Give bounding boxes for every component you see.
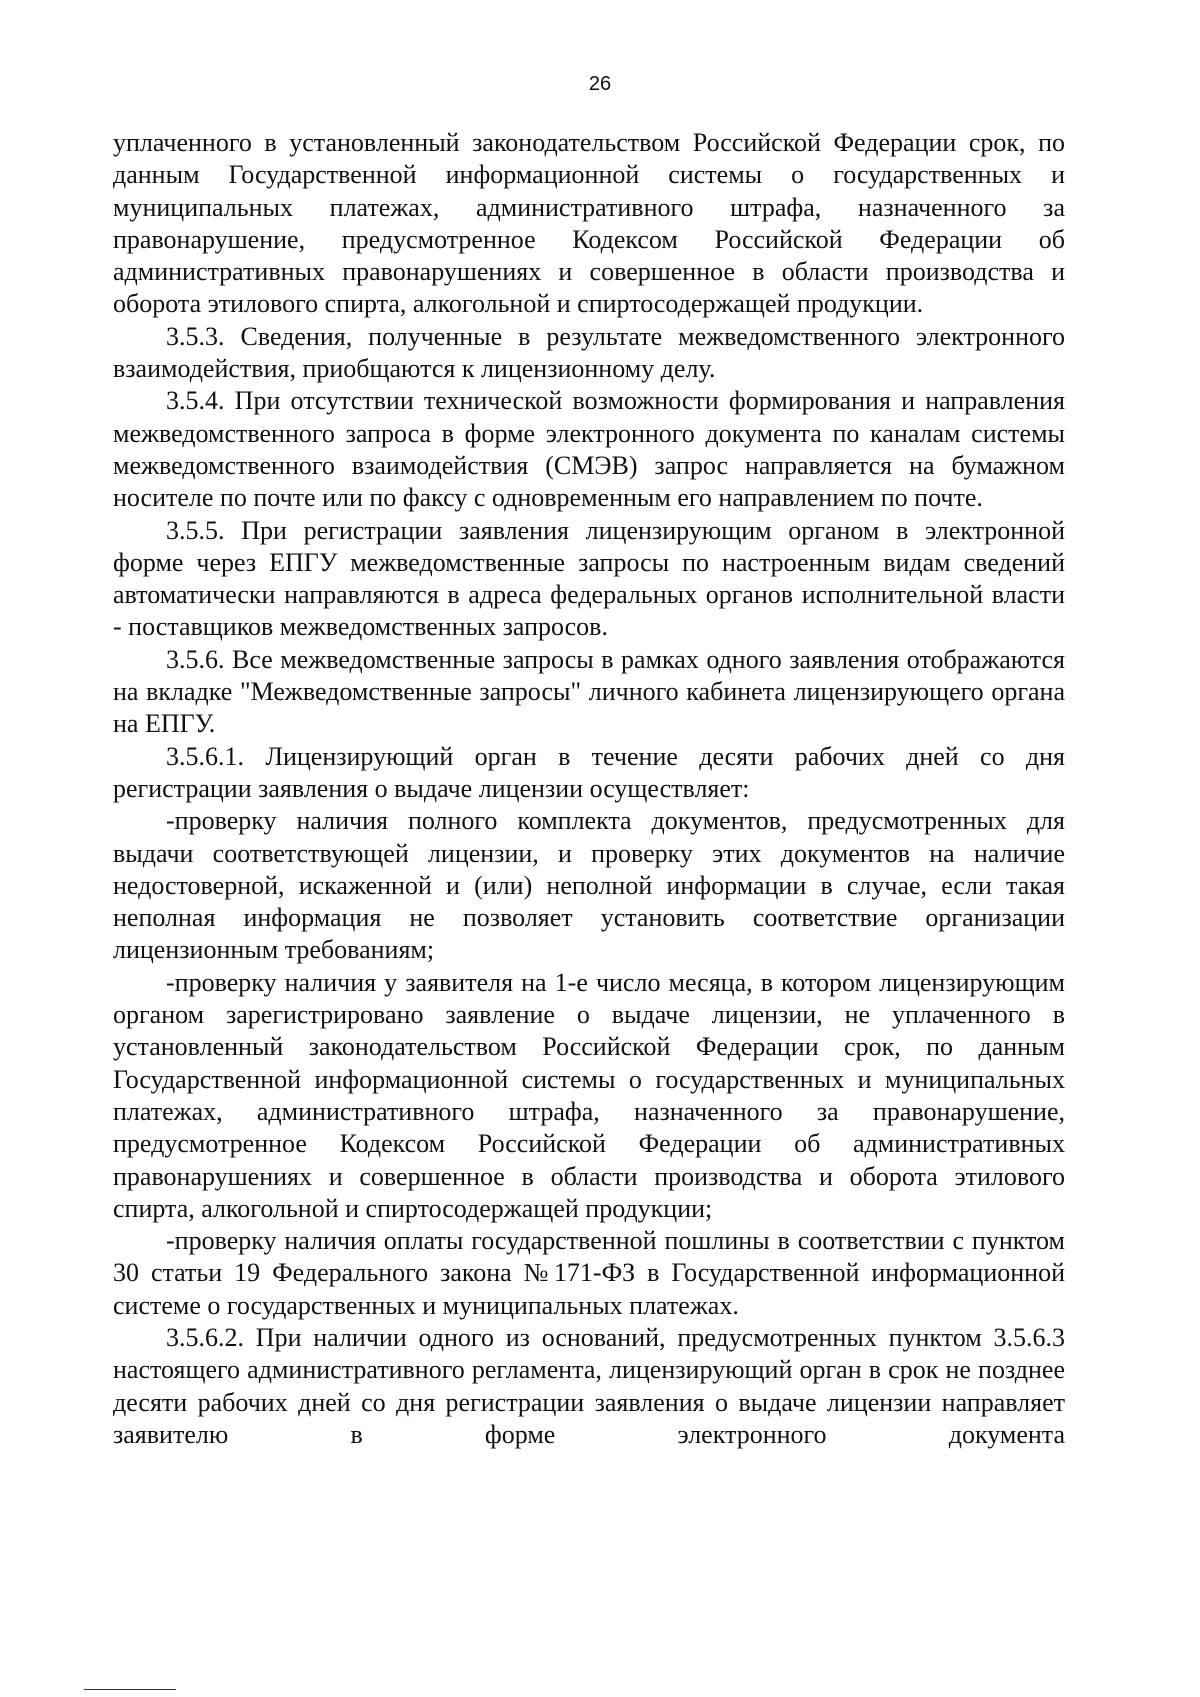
- paragraph-3-5-6-2: 3.5.6.2. При наличии одного из оснований, предусмотренных пунктом 3.5.6.3 настоящего административного регламента, лицензирующий орган в срок не позднее десяти рабочих дней со дня регистрации заявления о выдаче лицензии направляет заявителю в форме электронного документа: [113, 1322, 1065, 1449]
- paragraph-continuation: уплаченного в установленный законодательством Российской Федерации срок, по данным Государственной информационной системы о государственных и муниципальных платежах, административного штрафа, назначенного за правонарушение, предусмотренное Кодексом Российской Федерации об административных правонарушениях и совершенное в области производства и оборота этилового спирта, алкогольной и спиртосодержащей продукции.: [113, 128, 1065, 319]
- paragraph-3-5-4: 3.5.4. При отсутствии технической возможности формирования и направления межведомственного запроса в форме электронного документа по каналам системы межведомственного взаимодействия (СМЭВ) запрос направляется на бумажном носителе по почте или по факсу с одновременным его направлением по почте.: [113, 386, 1065, 513]
- paragraph-3-5-6: 3.5.6. Все межведомственные запросы в рамках одного заявления отображаются на вкладке "Межведомственные запросы" личного кабинета лицензирующего органа на ЕПГУ.: [113, 644, 1065, 739]
- list-item-document-check: -проверку наличия полного комплекта документов, предусмотренных для выдачи соответствующей лицензии, и проверку этих документов на наличие недостоверной, искаженной и (или) неполной информации в случае, если такая неполная информация не позволяет установить соответствие организации лицензионным требованиям;: [113, 806, 1065, 965]
- paragraph-3-5-5: 3.5.5. При регистрации заявления лицензирующим органом в электронной форме через ЕПГУ межведомственные запросы по настроенным видам сведений автоматически направляются в адреса федеральных органов исполнительной власти - поставщиков межведомственных запросов.: [113, 515, 1065, 642]
- document-body: [113, 127, 1065, 1451]
- footnote-separator: [84, 1689, 176, 1690]
- list-item-fee-check: -проверку наличия оплаты государственной пошлины в соответствии с пунктом 30 статьи 19 Федерального закона №171-ФЗ в Государственной информационной системе о государственных и муниципальных платежах.: [113, 1226, 1065, 1320]
- paragraph-3-5-3: 3.5.3. Сведения, полученные в результате межведомственного электронного взаимодействия, приобщаются к лицензионному делу.: [113, 321, 1065, 384]
- page-number: 26: [588, 73, 612, 95]
- list-item-fine-check: -проверку наличия у заявителя на 1-е число месяца, в котором лицензирующим органом зарегистрировано заявление о выдаче лицензии, не уплаченного в установленный законодательством Российской Федерации срок, по данным Государственной информационной системы о государственных и муниципальных платежах, административного штрафа, назначенного за правонарушение, предусмотренное Кодексом Российской Федерации об административных правонарушениях и совершенное в области производства и оборота этилового спирта, алкогольной и спиртосодержащей продукции;: [113, 967, 1065, 1223]
- paragraph-3-5-6-1: 3.5.6.1. Лицензирующий орган в течение десяти рабочих дней со дня регистрации заявления о выдаче лицензии осуществляет:: [113, 741, 1065, 803]
